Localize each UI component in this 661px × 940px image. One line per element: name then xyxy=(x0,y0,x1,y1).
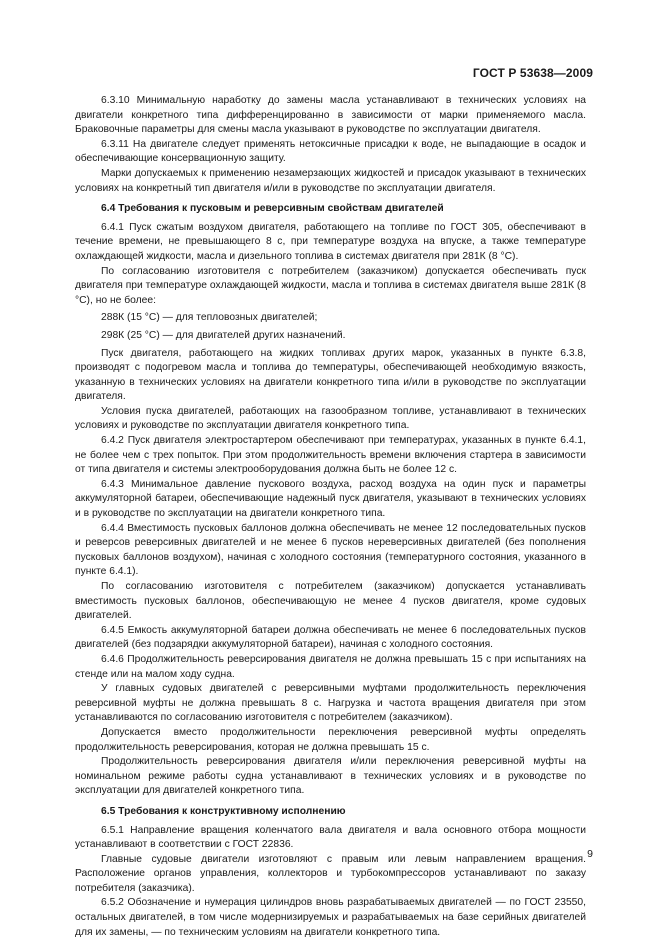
paragraph-6-4-2: 6.4.2 Пуск двигателя электростартером обеспечивают при температурах, указанных в пункте 6.4.1, не более чем с трех попыток. При этом продолжительность времени включения стартера в зависимости от типа двигателя и системы электрооборудования должна быть не более 12 с. xyxy=(75,435,586,476)
section-heading-6-4: 6.4 Требования к пусковым и реверсивным свойствам двигателей xyxy=(101,203,444,215)
paragraph-gas-fuel-start: Условия пуска двигателей, работающих на газообразном топливе, устанавливают в технических условиях и руководстве по эксплуатации двигателя конкретного типа. xyxy=(75,405,586,432)
list-item-other: 298К (25 °С) — для двигателей других назначений. xyxy=(101,329,346,341)
paragraph-cylinder-capacity-agreement: По согласованию изготовителя с потребителем (заказчиком) допускается устанавливать вместимость пусковых баллонов, обеспечивающую не менее 4 пусков двигателя, кроме судовых двигателей. xyxy=(75,581,586,622)
paragraph-6-5-1: 6.5.1 Направление вращения коленчатого вала двигателя и вала основного отбора мощности устанавливают в соответствии с ГОСТ 22836. xyxy=(75,824,586,851)
list-item-locomotive: 288К (15 °С) — для тепловозных двигателей; xyxy=(101,312,318,324)
paragraph-6-3-10: 6.3.10 Минимальную наработку до замены масла устанавливают в технических условиях на двигатели конкретного типа дифференцированно в зависимости от марки применяемого масла. Браковочные параметры для смены масла указывают в руководстве по эксплуатации двигателя. xyxy=(75,95,586,136)
paragraph-6-4-1: 6.4.1 Пуск сжатым воздухом двигателя, работающего на топливе по ГОСТ 305, обеспечивают в течение времени, не превышающего 8 с, при температуре воздуха на впуске, а также температуре охлаждающей жидкости, масла и дизельного топлива в системах двигателя при 281К (8 °С). xyxy=(75,221,586,262)
paragraph-6-4-6: 6.4.6 Продолжительность реверсирования двигателя не должна превышать 15 с при испытаниях на стенде или на малом ходу судна. xyxy=(75,653,586,680)
paragraph-customer-agreement-temp: По согласованию изготовителя с потребителем (заказчиком) допускается обеспечивать пуск двигателя при температуре охлаждающей жидкости, масла и топлива в системах двигателя выше 281К (8 °С), но не более: xyxy=(75,265,586,306)
paragraph-reverse-clutch: У главных судовых двигателей с реверсивными муфтами продолжительность переключения реверсивной муфты не должна превышать 8 с. Нагрузка и частота вращения двигателя при этом устанавливаются по согласованию изготовителя с потребителем (заказчиком). xyxy=(75,683,586,724)
paragraph-6-4-3: 6.4.3 Минимальное давление пускового воздуха, расход воздуха на один пуск и параметры аккумуляторной батареи, обеспечивающие надежный пуск двигателя, указывают в технических условиях и в руководстве по эксплуатации на двигатели конкретного типа. xyxy=(75,478,586,520)
paragraph-6-5-2: 6.5.2 Обозначение и нумерация цилиндров вновь разрабатываемых двигателей — по ГОСТ 23550, остальных двигателей, в том числе модернизируемых и разрабатываемых на базе серийных двигателей для их замены, — по техническим условиям на двигатели конкретного типа. xyxy=(75,897,586,938)
section-heading-6-5: 6.5 Требования к конструктивному исполнению xyxy=(101,805,346,817)
paragraph-6-3-11: 6.3.11 На двигателе следует применять нетоксичные присадки к воде, не выпадающие в осадок и обеспечивающие консервационную защиту. xyxy=(75,138,586,165)
page-number: 9 xyxy=(587,848,593,860)
paragraph-marine-rotation: Главные судовые двигатели изготовляют с правым или левым направлением вращения. Расположение органов управления, коллекторов и турбокомпрессоров устанавливают по заказу потребителя (заказчика). xyxy=(75,853,586,894)
paragraph-6-4-5: 6.4.5 Емкость аккумуляторной батареи должна обеспечивать не менее 6 последовательных пусков двигателей (без подзарядки аккумуляторной батареи), начиная с холодного состояния. xyxy=(75,624,586,651)
paragraph-other-fuels-start: Пуск двигателя, работающего на жидких топливах других марок, указанных в пункте 6.3.8, производят с подогревом масла и топлива до температуры, обеспечивающей необходимую вязкость, указанную в технических условиях на двигатели конкретного типа и/или в руководстве по эксплуатации двигателя. xyxy=(75,347,586,403)
paragraph-reverse-duration: Продолжительность реверсирования двигателя и/или переключения реверсивной муфты на номинальном режиме работы судна устанавливают в технических условиях и в руководстве по эксплуатации для двигателей конкретного типа. xyxy=(75,756,586,797)
paragraph-6-4-4: 6.4.4 Вместимость пусковых баллонов должна обеспечивать не менее 12 последовательных пусков и реверсов реверсивных двигателей и не менее 6 пусков нереверсивных двигателей (без пополнения пусковых баллонов воздухом), начиная с холодного состояния (температурного состояния, указанного в пункте 6.4.1). xyxy=(75,522,586,578)
page-body xyxy=(75,94,586,940)
paragraph-antifreeze-brands: Марки допускаемых к применению незамерзающих жидкостей и присадок указывают в технических условиях на конкретный тип двигателя и/или в руководстве по эксплуатации двигателя. xyxy=(75,167,586,194)
document-id-header: ГОСТ Р 53638—2009 xyxy=(472,66,593,80)
paragraph-reverse-alternative: Допускается вместо продолжительности переключения реверсивной муфты определять продолжительность реверсирования, которая не должна превышать 15 с. xyxy=(75,726,586,753)
